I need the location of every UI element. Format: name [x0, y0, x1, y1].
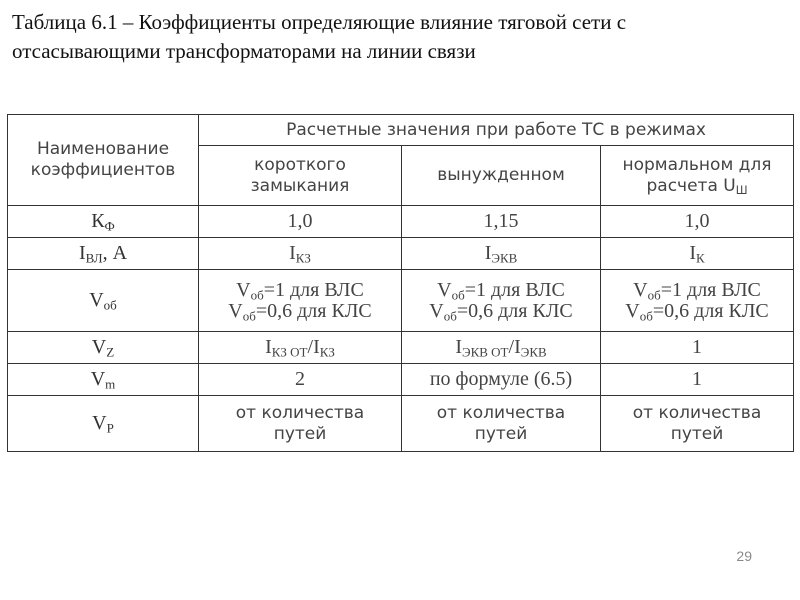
vz-forced-value: $I_{ЭКВ ОТ}/I_{ЭКВ}$ [402, 332, 601, 364]
coefficients-table [7, 114, 794, 452]
ivl-short-circuit-value: $I_{КЗ}$ [199, 238, 402, 270]
caption-line-2: отсасывающими трансформаторами на линии связи [12, 39, 476, 63]
vm-normal-value: 1 [601, 364, 794, 396]
vob-forced-value: $V_{об}=1$ для ВЛС $V_{об}=0,6$ для КЛС [402, 270, 601, 332]
vz-short-circuit-value: $I_{КЗ ОТ}/I_{КЗ}$ [199, 332, 402, 364]
ivl-normal-value: $I_К$ [601, 238, 794, 270]
caption-line-1: Таблица 6.1 – Коэффициенты определяющие влияние тяговой сети с [12, 10, 627, 34]
header-mode-short-circuit: короткого замыкания [199, 146, 402, 206]
vob-short-circuit-value: $V_{об}=1$ для ВЛС $V_{об}=0,6$ для КЛС [199, 270, 402, 332]
kf-short-circuit-value: 1,0 [199, 206, 402, 238]
table-row-vp [8, 396, 794, 452]
table-row-vob [8, 270, 794, 332]
vm-forced-value: по формуле (6.5) [402, 364, 601, 396]
vz-normal-value: 1 [601, 332, 794, 364]
vp-short-circuit-value: от количества путей [199, 396, 402, 452]
table-row-kf [8, 206, 794, 238]
table-row-ivl [8, 238, 794, 270]
table-caption [12, 8, 788, 66]
header-mode-forced: вынужденном [402, 146, 601, 206]
header-row-1 [8, 115, 794, 146]
vob-normal-value: $V_{об}=1$ для ВЛС $V_{об}=0,6$ для КЛС [601, 270, 794, 332]
coefficient-ivl: $I_{ВЛ}$, А [8, 238, 199, 270]
coefficient-kf: $К_Ф$ [8, 206, 199, 238]
table-row-vm [8, 364, 794, 396]
page-number: 29 [736, 548, 752, 564]
coefficient-vob: $V_{об}$ [8, 270, 199, 332]
kf-forced-value: 1,15 [402, 206, 601, 238]
vp-forced-value: от количества путей [402, 396, 601, 452]
vm-short-circuit-value: 2 [199, 364, 402, 396]
ivl-forced-value: $I_{ЭКВ}$ [402, 238, 601, 270]
coefficient-vm: $V_m$ [8, 364, 199, 396]
kf-normal-value: 1,0 [601, 206, 794, 238]
coefficient-vp: $V_P$ [8, 396, 199, 452]
header-coefficient-name: Наименование коэффициентов [8, 115, 199, 206]
coefficient-vz: $V_Z$ [8, 332, 199, 364]
vp-normal-value: от количества путей [601, 396, 794, 452]
table-row-vz [8, 332, 794, 364]
header-mode-normal: нормальном для расчета $U_Ш$ [601, 146, 794, 206]
header-modes-group: Расчетные значения при работе ТС в режимах [199, 115, 794, 146]
